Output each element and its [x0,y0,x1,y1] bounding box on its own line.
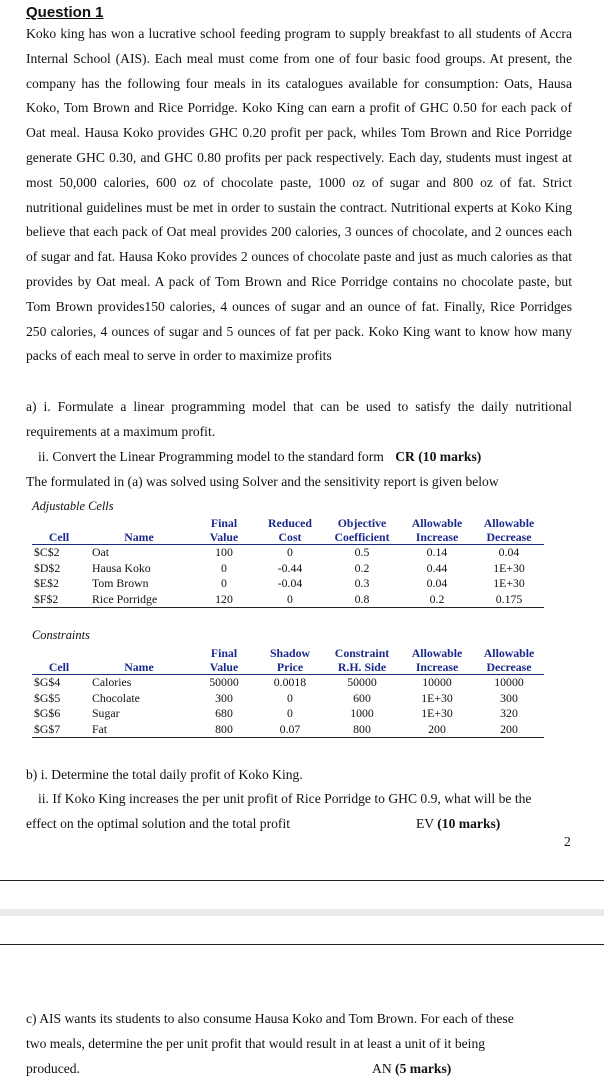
table-row [32,691,544,707]
adj-header-value: Value [192,530,256,545]
table-row [32,675,544,691]
part-a-ii-text: ii. Convert the Linear Programming model to the standard form [38,449,384,464]
table-row [32,561,544,577]
adj-header-top: Final [210,516,238,530]
table-cell: 320 [500,706,518,720]
table-row [32,722,544,738]
table-row [32,706,544,722]
adj-header-name: Name [86,530,192,545]
part-c-line2: two meals, determine the per unit profit that would result in at least a unit of it being [26,1036,486,1051]
part-c-mark-prefix: AN [372,1061,392,1076]
table-cell: 1E+30 [421,690,453,705]
part-a-ii [38,449,481,465]
table-cell: $C$2 [34,545,60,559]
con-header-top: Shadow [270,646,310,660]
adj-header-top: Allowable [483,516,535,530]
page-gap [0,909,604,916]
part-b-i: b) i. Determine the total daily profit of Koko King. [26,767,303,782]
table-cell: -0.04 [277,576,303,590]
table-cell: 0.3 [354,576,370,590]
table-cell: 1E+30 [493,560,525,575]
table-cell: 800 [324,722,400,738]
table-cell: $G$6 [34,706,61,720]
con-header-top [32,646,86,660]
table-cell: 0 [221,560,227,575]
table-cell: 120 [192,592,256,608]
table-cell: -0.44 [277,560,303,575]
adj-header-increase: Increase [400,530,474,545]
part-c-line1: c) AIS wants its students to also consume Hausa Koko and Tom Brown. For each of these [26,1011,514,1026]
part-a-i: a) i. Formulate a linear programming model that can be used to satisfy the daily nutritional requirements at a maximum profit. [26,399,572,439]
table-cell: 0.07 [256,722,324,738]
question-title: Question 1 [26,4,104,21]
table-row [32,545,544,561]
adj-header-decrease: Decrease [474,530,544,545]
part-c-mark-value: (5 marks) [395,1061,452,1076]
con-header-rhs: R.H. Side [324,660,400,675]
page-divider [0,944,604,945]
page-number: 2 [564,834,571,849]
table-cell: 0.175 [474,592,544,608]
adj-header-cell: Cell [32,530,86,545]
part-a-ii-mark: CR (10 marks) [395,449,482,464]
table-cell: 0 [221,576,227,590]
table-cell: 1E+30 [493,576,525,590]
con-header-top [86,646,192,660]
con-header-cell: Cell [32,660,86,675]
adjustable-cells-table [32,516,544,608]
table-cell: Fat [86,722,192,738]
table-cell: Calories [92,675,132,689]
table-cell: 0.04 [498,545,520,559]
table-cell: 600 [353,690,371,705]
adj-header-top [86,516,192,530]
table-cell: 800 [192,722,256,738]
table-cell: 0 [287,545,293,559]
table-cell: 0.2 [354,560,370,575]
part-b-ii-line1: ii. If Koko King increases the per unit profit of Rice Porridge to GHC 0.9, what will be the [38,791,532,806]
con-header-top: Final [210,646,238,660]
table-cell: 0 [256,592,324,608]
adj-header-top: Allowable [411,516,463,530]
table-cell: 200 [400,722,474,738]
table-cell: 10000 [494,675,524,689]
constraints-caption: Constraints [32,628,90,642]
table-cell: 680 [215,706,233,720]
adj-header-coefficient: Coefficient [324,530,400,545]
adj-header-top: Objective [337,516,387,530]
table-cell: $E$2 [34,576,59,590]
table-row [32,576,544,592]
table-cell: $F$2 [32,592,86,608]
part-b-ii-mark-prefix: EV [416,816,434,831]
intro-paragraph: Koko king has won a lucrative school feeding program to supply breakfast to all students of Accra Internal School (AIS). Each meal must come from one of four basic food groups. At present, the company has the following four meals in its catalogues available for consumption: Oats, Hausa Koko, Tom Brown and Rice Porridge. Koko King can earn a profit of GHC 0.50 for each pack of Oat meal. Hausa Koko provides GHC 0.20 profit per pack, whiles Tom Brown and Rice Porridge generate GHC 0.30, and GHC 0.80 profits per pack respectively. Each day, students must ingest at most 50,000 calories, 600 oz of chocolate paste, 1000 oz of sugar and 800 oz of fat. Strict nutritional guidelines must be met in order to sustain the contract. Nutritional experts at Koko King believe that each pack of Oat meal provides 200 calories, 3 ounces of chocolate, and 2 ounces each of sugar and fat. Hausa Koko provides 2 ounces of chocolate paste and just as much calories as that provides by Oat meal. A pack of Tom Brown and Rice Porridge contains no chocolate paste, but Tom Brown provides150 calories, 4 ounces of sugar and an ounce of fat. Finally, Rice Porridges 250 calories, 4 ounces of sugar and 5 ounces of fat per pack. Koko King want to know how many packs of each meal to serve in order to maximize profits [26,26,572,364]
table-cell: 0.0018 [273,675,307,689]
adj-header-top [32,516,86,530]
part-b-ii-mark-value: (10 marks) [437,816,501,831]
table-cell: 0 [287,690,293,705]
table-cell: $G$7 [32,722,86,738]
con-header-top: Allowable [483,646,535,660]
con-header-price: Price [256,660,324,675]
table-cell: 0.04 [426,576,448,590]
table-cell: Sugar [92,706,120,720]
table-cell: 0.44 [426,560,448,575]
table-cell: $D$2 [34,560,61,575]
table-cell: 200 [474,722,544,738]
table-cell: 300 [500,690,518,705]
con-header-increase: Increase [400,660,474,675]
con-header-value: Value [192,660,256,675]
table-cell: Chocolate [92,690,140,705]
constraints-table [32,646,544,738]
con-header-top: Constraint [334,646,390,660]
table-cell: Rice Porridge [86,592,192,608]
part-c-mark [372,1061,451,1077]
table-cell: 100 [215,545,233,559]
table-cell: 0.8 [324,592,400,608]
con-header-name: Name [86,660,192,675]
con-header-decrease: Decrease [474,660,544,675]
table-cell: 1E+30 [421,706,453,720]
table-cell: 0.5 [354,545,370,559]
table-cell: Oat [92,545,110,559]
adj-header-cost: Cost [256,530,324,545]
table-cell: 1000 [350,706,374,720]
table-cell: 0.2 [400,592,474,608]
table-cell: Hausa Koko [92,560,151,575]
table-row [32,592,544,608]
part-c-line3: produced. [26,1061,80,1076]
table-cell: $G$4 [34,675,61,689]
table-cell: 50000 [347,675,377,689]
adj-header-top: Reduced [268,516,312,530]
table-cell: $G$5 [34,690,61,705]
table-cell: 300 [215,690,233,705]
page-divider [0,880,604,881]
part-b-ii-mark [416,816,500,832]
table-cell: 0 [287,706,293,720]
table-cell: 10000 [422,675,452,689]
table-cell: 50000 [209,675,239,689]
con-header-top: Allowable [411,646,463,660]
adjustable-cells-caption: Adjustable Cells [32,499,114,513]
part-b-ii-line2: effect on the optimal solution and the total profit [26,816,291,831]
solver-intro: The formulated in (a) was solved using Solver and the sensitivity report is given below [26,474,499,489]
table-cell: Tom Brown [92,576,149,590]
table-cell: 0.14 [426,545,448,559]
